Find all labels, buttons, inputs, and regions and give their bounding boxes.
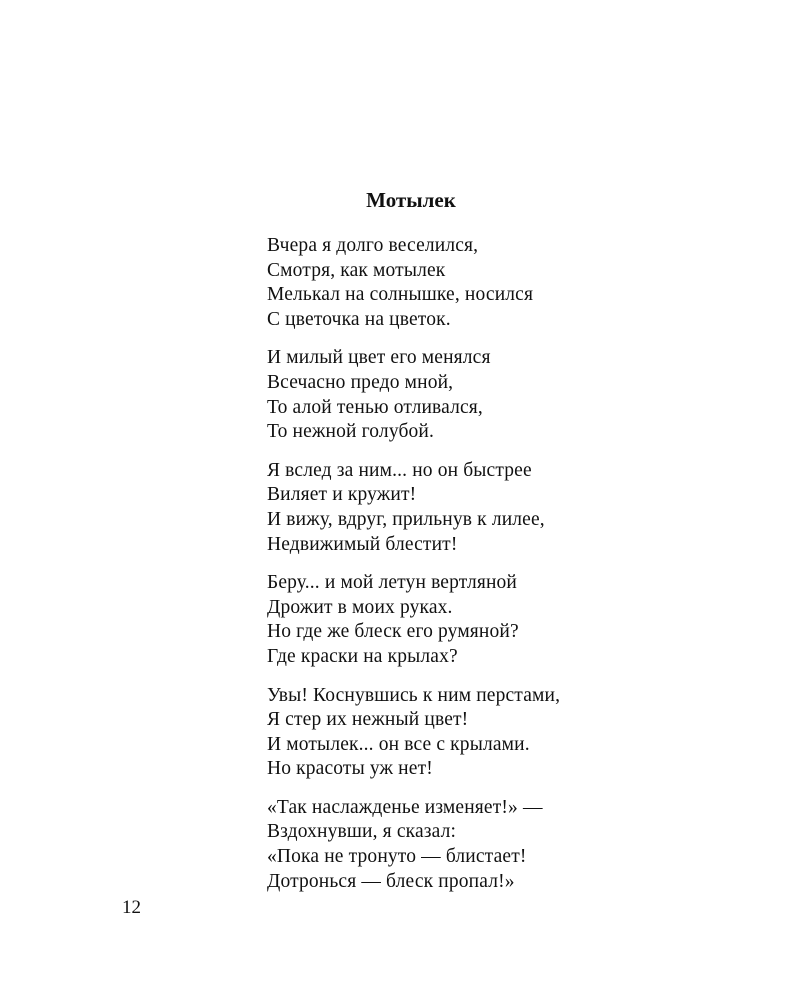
poem-line: Беру... и мой летун вертляной — [267, 572, 518, 594]
stanza-3 — [267, 459, 767, 557]
poem-line: Недвижимый блестит! — [267, 533, 458, 555]
poem-line: Смотря, как мотылек — [267, 259, 446, 281]
poem-line: Где краски на крылах? — [267, 645, 458, 667]
poem-line: Я вслед за ним... но он быстрее — [267, 459, 532, 481]
poem-line: То нежной голубой. — [267, 421, 435, 443]
stanza-6 — [267, 796, 767, 894]
poem-line: Увы! Коснувшись к ним перстами, — [267, 684, 561, 706]
poem-line: То алой тенью отливался, — [267, 396, 483, 418]
poem-line: «Пока не тронуто — блистает! — [267, 846, 527, 868]
poem-body — [267, 234, 767, 908]
poem-line: Дотронься — блеск пропал!» — [267, 870, 515, 892]
stanza-2 — [267, 346, 767, 444]
poem-line: Всечасно предо мной, — [267, 371, 454, 393]
poem-line: И мотылек... он все с крылами. — [267, 733, 530, 755]
poem-line: Я стер их нежный цвет! — [267, 709, 469, 731]
poem-line: Дрожит в моих руках. — [267, 596, 453, 618]
poem-line: Но красоты уж нет! — [267, 758, 433, 780]
poem-line: Но где же блеск его румяной? — [267, 621, 519, 643]
poem-line: Вчера я долго веселился, — [267, 235, 479, 256]
poem-line: И вижу, вдруг, прильнув к лилее, — [267, 508, 545, 530]
poem-line: И милый цвет его менялся — [267, 347, 491, 369]
stanza-5 — [267, 684, 767, 782]
poem-line: «Так наслажденье изменяет!» — — [267, 796, 543, 818]
stanza-4 — [267, 571, 767, 669]
poem-line: Виляет и кружит! — [267, 484, 417, 506]
poem-line: Мелькал на солнышке, носился — [267, 284, 534, 306]
page-number: 12 — [122, 897, 141, 918]
poem-line: Вздохнувши, я сказал: — [267, 821, 457, 843]
poem-title: Мотылек — [366, 188, 456, 212]
stanza-1 — [267, 234, 767, 332]
poem-line: С цветочка на цветок. — [267, 308, 451, 330]
